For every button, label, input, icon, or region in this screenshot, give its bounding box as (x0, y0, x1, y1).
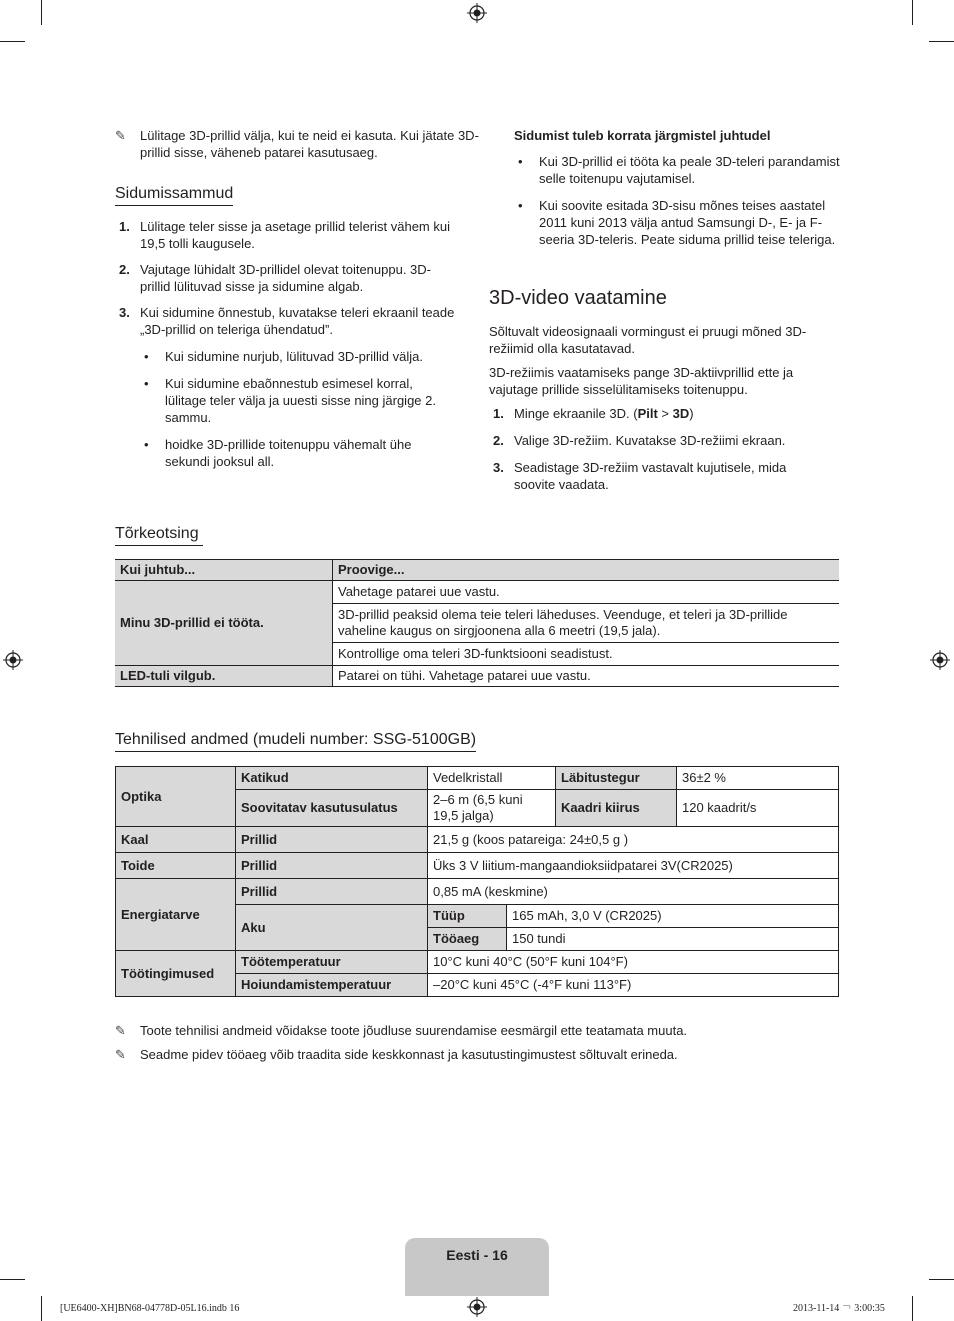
spec-value: 0,85 mA (keskmine) (428, 879, 839, 905)
note-battery (115, 127, 480, 161)
crop-mark (0, 1279, 25, 1280)
crop-mark (929, 41, 954, 42)
spec-label: Prillid (236, 827, 428, 853)
crop-mark (41, 1296, 42, 1321)
spec-value: 150 tundi (507, 928, 839, 951)
table-row (116, 767, 839, 790)
registration-mark-icon (930, 650, 950, 670)
crop-mark (41, 0, 42, 25)
spec-value: 10°C kuni 40°C (50°F kuni 104°F) (428, 951, 839, 974)
table-row (116, 853, 839, 879)
registration-mark-icon (3, 650, 23, 670)
note-text: Seadme pidev tööaeg võib traadita side keskkonnast ja kasutustingimustest sõltuvalt erineda. (140, 1047, 678, 1062)
bullet-text: Kui soovite esitada 3D-sisu mõnes teises aastatel 2011 kuni 2013 välja antud Samsungi D-, E- ja F-seeria 3D-teleris. Peate siduma prillid teise teleriga. (539, 198, 836, 247)
list-item (140, 375, 440, 426)
table-row (115, 666, 839, 687)
section-heading-pairing: Sidumissammud (115, 184, 233, 206)
bullet-icon: • (518, 154, 523, 169)
spec-category: Optika (116, 767, 236, 827)
crop-mark (912, 0, 913, 25)
spec-sublabel: Tööaeg (428, 928, 507, 951)
bullet-icon: • (144, 437, 149, 452)
spec-label: Läbitustegur (556, 767, 677, 790)
repeat-heading: Sidumist tuleb korrata järgmistel juhtudel (514, 128, 771, 143)
table-cell-solution: 3D-prillid peaksid olema teie teleri läheduses. Veenduge, et teleri ja 3D-prillide vaheline kaugus on sirgjoonena alla 6 meetri (19,5 jala). (333, 604, 840, 643)
list-item (489, 459, 819, 493)
table-cell-problem: LED-tuli vilgub. (115, 666, 333, 687)
print-slug-right: 2013-11-14 ￢ 3:00:35 (793, 1303, 885, 1314)
spec-label: Hoiundamistemperatuur (236, 974, 428, 997)
spec-label: Töötemperatuur (236, 951, 428, 974)
list-item (489, 432, 819, 449)
step-text: Seadistage 3D-režiim vastavalt kujutisele, mida soovite vaadata. (514, 460, 787, 492)
specs-table (115, 766, 839, 997)
page-number-tab: Eesti - 16 (405, 1238, 549, 1296)
step-text: Lülitage teler sisse ja asetage prillid telerist vähem kui 19,5 tolli kaugusele. (140, 219, 450, 251)
bullet-text: Kui sidumine nurjub, lülituvad 3D-prillid välja. (165, 349, 423, 364)
spec-label: Prillid (236, 879, 428, 905)
section-heading-3d-video: 3D-video vaatamine (489, 287, 667, 309)
pencil-note-icon: ✎ (115, 1023, 126, 1038)
repeat-bullets (514, 153, 844, 248)
spec-sublabel: Tüüp (428, 905, 507, 928)
spec-label: Aku (236, 905, 428, 951)
paragraph: Sõltuvalt videosignaali vormingust ei pruugi mõned 3D-režiimid olla kasutatavad. (489, 324, 807, 356)
section-heading-troubleshoot: Tõrkeotsing (115, 524, 203, 546)
table-header-cell: Proovige... (333, 560, 840, 581)
step-number: 3. (119, 305, 130, 320)
spec-value: 21,5 g (koos patareiga: 24±0,5 g ) (428, 827, 839, 853)
spec-value: Üks 3 V liitium-mangaandioksiidpatarei 3V(CR2025) (428, 853, 839, 879)
list-item (115, 304, 460, 338)
spec-category: Kaal (116, 827, 236, 853)
spec-value: –20°C kuni 45°C (-4°F kuni 113°F) (428, 974, 839, 997)
list-item (514, 197, 844, 248)
pairing-steps (115, 218, 460, 338)
crop-mark (912, 1296, 913, 1321)
print-slug-left: [UE6400-XH]BN68-04778D-05L16.indb 16 (60, 1303, 240, 1314)
step-text: Kui sidumine õnnestub, kuvatakse teleri ekraanil teade „3D-prillid on teleriga ühendatud”. (140, 305, 455, 337)
spec-label: Prillid (236, 853, 428, 879)
spec-value: 36±2 % (677, 767, 839, 790)
note-text: Lülitage 3D-prillid välja, kui te neid ei kasuta. Kui jätate 3D-prillid sisse, väheneb patarei kasutusaeg. (140, 128, 479, 160)
table-cell-solution: Kontrollige oma teleri 3D-funktsiooni seadistust. (333, 643, 840, 666)
troubleshoot-table (115, 559, 839, 687)
note-operating-time (115, 1046, 840, 1063)
step-text-post: ) (689, 406, 694, 421)
table-row (115, 581, 839, 604)
menu-3d: 3D (672, 406, 690, 421)
spec-value: Vedelkristall (428, 767, 556, 790)
step-number: 1. (119, 219, 130, 234)
crop-mark (0, 41, 25, 42)
video-steps (489, 405, 819, 493)
pencil-note-icon: ✎ (115, 1047, 126, 1062)
spec-label: Soovitatav kasutusulatus (236, 790, 428, 827)
table-row (116, 951, 839, 974)
table-cell-solution: Vahetage patarei uue vastu. (333, 581, 840, 604)
table-cell-problem: Minu 3D-prillid ei tööta. (115, 581, 333, 666)
list-item (140, 436, 440, 470)
spec-value: 165 mAh, 3,0 V (CR2025) (507, 905, 839, 928)
note-specs (115, 1022, 840, 1039)
step-text-pre: Minge ekraanile 3D. ( (514, 406, 638, 421)
registration-mark-icon (467, 1297, 487, 1317)
bullet-text: Kui sidumine ebaõnnestub esimesel korral, lülitage teler välja ja uuesti sisse ning järgige 2. sammu. (165, 376, 436, 425)
spec-label: Katikud (236, 767, 428, 790)
menu-separator: > (657, 406, 673, 421)
bullet-text: Kui 3D-prillid ei tööta ka peale 3D-teleri parandamist selle toitenupu vajutamisel. (539, 154, 840, 186)
paragraph: 3D-režiimis vaatamiseks pange 3D-aktiivprillid ette ja vajutage prillide sisselülitamiseks toitenuppu. (489, 365, 794, 397)
crop-mark (929, 1279, 954, 1280)
step-number: 2. (119, 262, 130, 277)
list-item (514, 153, 844, 187)
bullet-icon: • (144, 349, 149, 364)
table-row (116, 827, 839, 853)
step-number: 1. (493, 406, 504, 421)
list-item (115, 261, 460, 295)
pencil-note-icon: ✎ (115, 128, 126, 143)
table-row (116, 879, 839, 905)
registration-mark-icon (467, 3, 487, 23)
menu-pilt: Pilt (637, 406, 658, 421)
spec-value: 2–6 m (6,5 kuni 19,5 jalga) (428, 790, 556, 827)
bullet-icon: • (518, 198, 523, 213)
list-item (140, 348, 440, 365)
step-text: Vajutage lühidalt 3D-prillidel olevat toitenuppu. 3D-prillid lülituvad sisse ja sidumine algab. (140, 262, 431, 294)
table-header-row (115, 560, 839, 581)
table-cell-solution: Patarei on tühi. Vahetage patarei uue vastu. (333, 666, 840, 687)
section-heading-specs: Tehnilised andmed (mudeli number: SSG-5100GB) (115, 730, 476, 752)
list-item (115, 218, 460, 252)
spec-category: Energiatarve (116, 879, 236, 951)
list-item (489, 405, 819, 422)
bullet-icon: • (144, 376, 149, 391)
spec-category: Toide (116, 853, 236, 879)
step3-bullets (140, 348, 440, 470)
spec-value: 120 kaadrit/s (677, 790, 839, 827)
bullet-text: hoidke 3D-prillide toitenuppu vähemalt ühe sekundi jooksul all. (165, 437, 412, 469)
step-number: 3. (493, 460, 504, 475)
spec-label: Kaadri kiirus (556, 790, 677, 827)
note-text: Toote tehnilisi andmeid võidakse toote jõudluse suurendamise eesmärgil ette teatamata muuta. (140, 1023, 688, 1038)
table-header-cell: Kui juhtub... (115, 560, 333, 581)
step-number: 2. (493, 433, 504, 448)
spec-category: Töötingimused (116, 951, 236, 997)
step-text: Valige 3D-režiim. Kuvatakse 3D-režiimi ekraan. (514, 433, 786, 448)
